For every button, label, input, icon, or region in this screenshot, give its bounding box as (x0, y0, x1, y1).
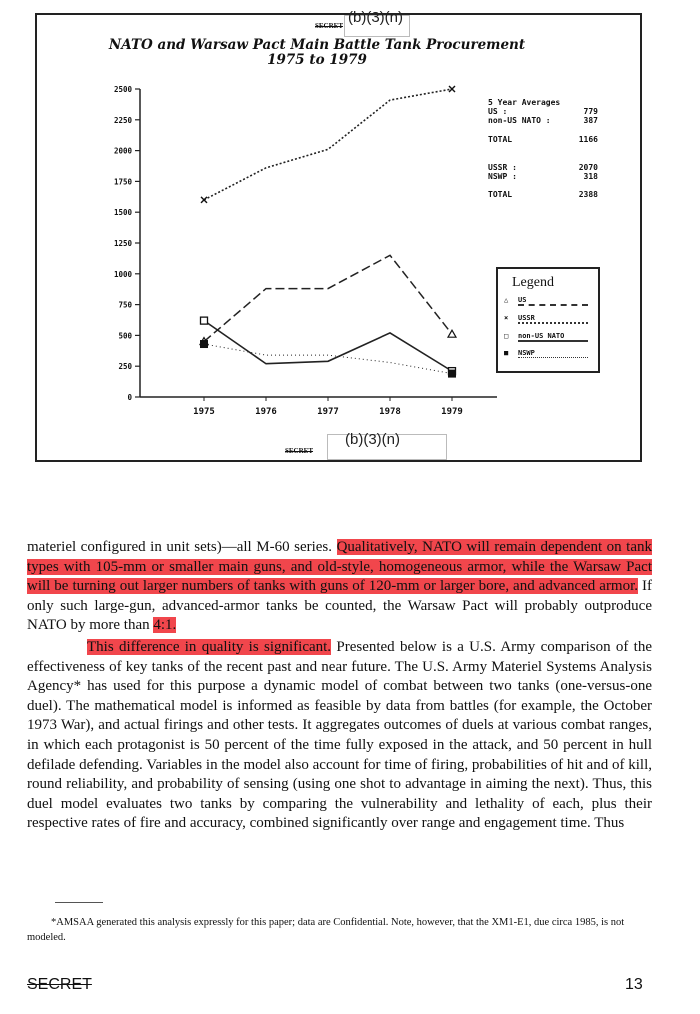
legend-item-us: △ US (504, 296, 596, 306)
y-tick-label: 250 (118, 362, 132, 372)
avg-row-non-us-nato: non-US NATO : 387 (488, 116, 598, 125)
body-text (27, 538, 652, 834)
marker-x-ussr (449, 86, 455, 92)
top-redaction-code: (b)(3)(n) (348, 9, 403, 26)
legend-item-ussr: × USSR (504, 314, 596, 324)
averages-heading: 5 Year Averages (488, 98, 561, 107)
y-tick-label: 2500 (113, 85, 132, 94)
marker-square-non-us-nato (201, 317, 208, 324)
y-tick-label: 1250 (113, 239, 132, 248)
series-line-non-us-nato (204, 321, 452, 372)
avg-row-pact-total: TOTAL 2388 (488, 190, 598, 199)
chart-legend (496, 267, 600, 373)
x-tick-label: 1979 (441, 407, 463, 417)
paragraph-1: materiel configured in unit sets)—all M-60 series. Qualitatively, NATO will remain dependent on tank types with 105-mm or smaller main guns, and old-style, homogeneous armor, while the Warsaw Pact will be turning out larger numbers of tanks with guns of 120-mm or larger bore, and advanced armor. If only such large-gun, advanced-armor tanks be counted, the Warsaw Pact will probably outproduce NATO by more than 4:1. (27, 539, 653, 634)
x-tick-label: 1978 (379, 407, 401, 417)
y-tick-label: 0 (127, 393, 132, 402)
series-line-ussr (204, 89, 452, 200)
marker-x-ussr (201, 197, 207, 203)
paragraph-2: This difference in quality is significant. Presented below is a U.S. Army comparison of the effectiveness of key tanks of the recent past and near future. The U.S. Army Materiel Systems Analysis Agency* has used for this purpose a dynamic model of combat between two tanks (one-versus-one duel). The mathematical model is informed as feasible by data from battles (for example, the October 1973 War), and actual firings and other tests. It aggregates outcomes of duels at various combat ranges, in which each protagonist is 50 percent of the time fully exposed in the attack, and 50 percent in hull defilade defending. Variables in the model also account for time of firing, probabilities of hit and of kill, round reliability, and probability of sensing (using one shot to advantage in aiming the next). Thus, this duel model evaluates two tanks by comparing the vulnerability and lethality of each, plus their respective rates of fire and accuracy, combined significantly over range and engagement time. Thus (27, 638, 652, 832)
chart-title: NATO and Warsaw Pact Main Battle Tank Procurement (108, 37, 526, 53)
page-number: 13 (625, 976, 643, 993)
x-tick-label: 1977 (317, 407, 339, 417)
bottom-redaction-code: (b)(3)(n) (345, 431, 400, 448)
y-tick-label: 500 (118, 331, 132, 341)
legend-title: Legend (512, 275, 554, 290)
y-tick-label: 750 (118, 300, 132, 310)
y-tick-label: 2250 (113, 115, 132, 125)
legend-item-non-us-nato: □ non-US NATO (504, 332, 596, 342)
avg-row-ussr: USSR : 2070 (488, 163, 598, 172)
line-chart (0, 0, 700, 470)
footer-classification: SECRET (27, 976, 92, 993)
x-mark-icon: × (504, 314, 509, 322)
y-tick-label: 1750 (113, 177, 132, 187)
y-tick-label: 1000 (113, 269, 132, 279)
highlight-quality: Qualitatively, NATO will remain dependent on tank types with 105-mm or smaller main guns, and old-style, homogeneous armor, while the Warsaw Pact will be turning out larger numbers of tanks with guns of 120-mm or larger bore, and advanced armor. (27, 539, 653, 595)
chart-subtitle: 1975 to 1979 (267, 52, 367, 68)
open-square-icon: □ (504, 332, 509, 340)
avg-row-nswp: NSWP : 318 (488, 172, 598, 181)
highlight-significant: This difference in quality is significant. (87, 638, 332, 655)
marker-square-nswp (201, 341, 208, 348)
y-tick-label: 1500 (113, 208, 132, 218)
highlight-ratio: 4:1. (153, 617, 177, 634)
y-tick-label: 2000 (113, 146, 132, 156)
footnote-divider (55, 902, 103, 903)
x-tick-label: 1975 (193, 407, 215, 417)
five-year-averages (488, 98, 598, 199)
marker-square-nswp (449, 370, 456, 377)
avg-row-us: US : 779 (488, 107, 598, 116)
filled-square-icon: ■ (504, 349, 509, 357)
x-tick-label: 1976 (255, 407, 277, 417)
marker-triangle-us (448, 330, 456, 337)
legend-item-nswp: ■ NSWP (504, 349, 596, 358)
bottom-secret-marking: SECRET (285, 447, 314, 455)
avg-row-nato-total: TOTAL 1166 (488, 135, 598, 144)
top-secret-marking: SECRET (315, 22, 344, 30)
triangle-icon: △ (504, 296, 509, 304)
footnote: *AMSAA generated this analysis expressly for this paper; data are Confidential. Note, however, that the XM1-E1, due circa 1985, is not modeled. (27, 917, 625, 943)
series-line-us (204, 255, 452, 341)
